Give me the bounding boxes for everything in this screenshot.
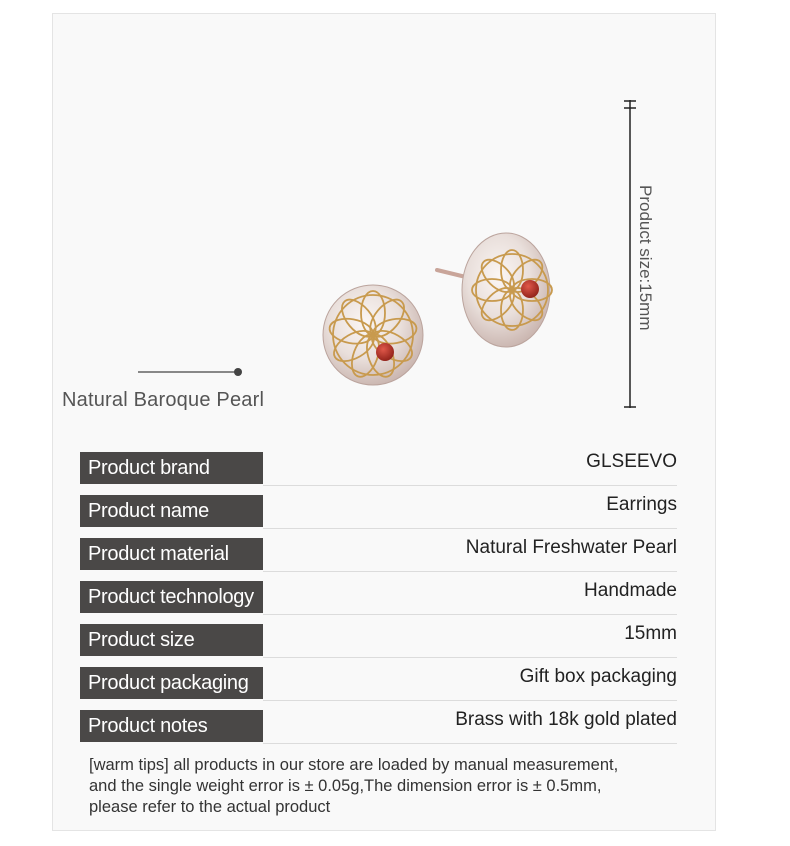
spec-value: Natural Freshwater Pearl (465, 537, 677, 558)
size-callout-label: Product size:15mm (636, 185, 655, 331)
spec-row-brand (80, 443, 677, 486)
spec-key: Product name (80, 495, 263, 527)
earring-left (323, 285, 423, 385)
spec-key: Product material (80, 538, 263, 570)
pearl-callout-label: Natural Baroque Pearl (62, 389, 265, 411)
spec-value: Earrings (606, 494, 677, 515)
pearl-pointer-dot (234, 368, 242, 376)
tips-line: and the single weight error is ± 0.05g,The dimension error is ± 0.5mm, (89, 777, 602, 795)
spec-key: Product technology (80, 581, 263, 613)
spec-key: Product notes (80, 710, 263, 742)
earring-right (437, 233, 552, 347)
spec-row-notes (80, 701, 677, 744)
spec-value: Handmade (584, 580, 677, 601)
spec-key: Product size (80, 624, 263, 656)
warm-tips (89, 755, 689, 818)
spec-row-size (80, 615, 677, 658)
divider (263, 743, 677, 744)
spec-key: Product brand (80, 452, 263, 484)
spec-row-packaging (80, 658, 677, 701)
tips-line: [warm tips] all products in our store are loaded by manual measurement, (89, 756, 619, 774)
tips-line: please refer to the actual product (89, 798, 331, 816)
spec-value: Gift box packaging (519, 666, 677, 687)
spec-key: Product packaging (80, 667, 263, 699)
spec-row-material (80, 529, 677, 572)
stone-right (521, 280, 539, 298)
spec-value: Brass with 18k gold plated (455, 709, 677, 730)
spec-row-name (80, 486, 677, 529)
stone-left (376, 343, 394, 361)
spec-value: 15mm (624, 623, 677, 644)
spec-value: GLSEEVO (586, 451, 677, 472)
spec-row-technology (80, 572, 677, 615)
